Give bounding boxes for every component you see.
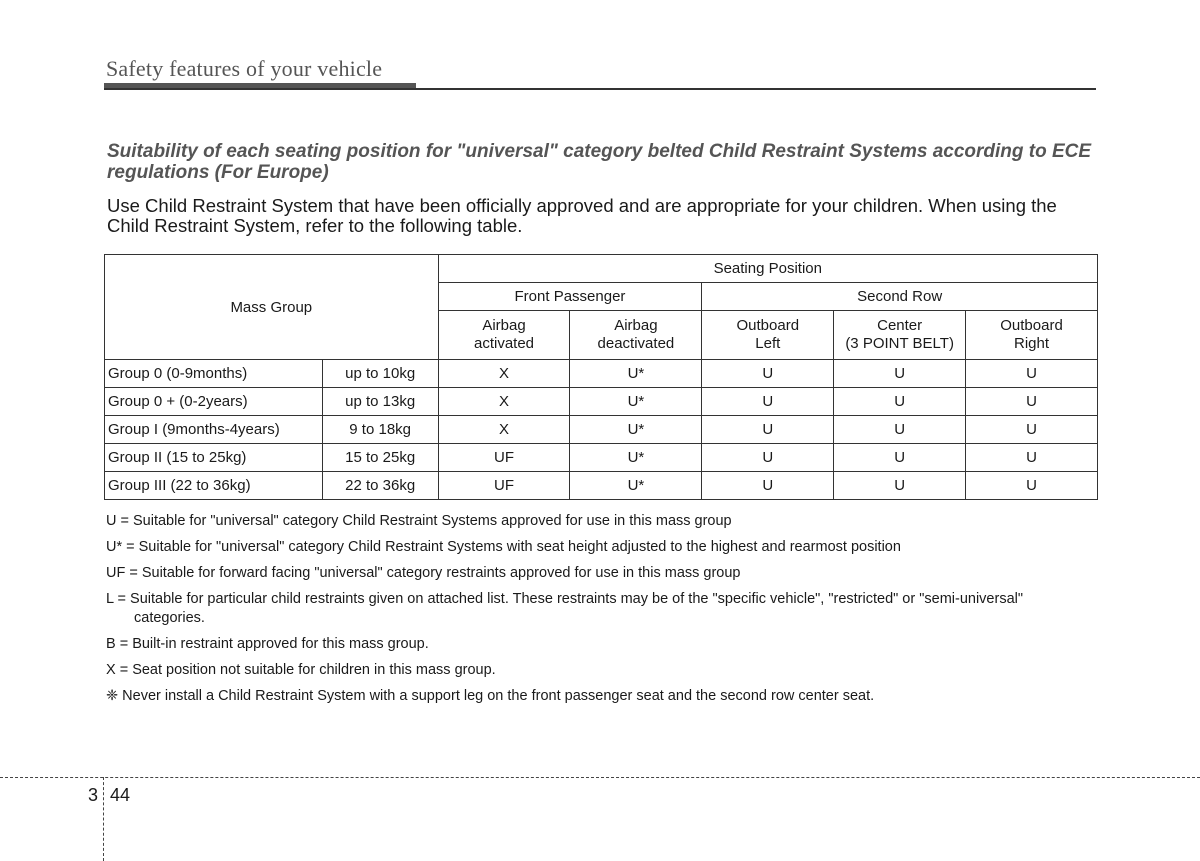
subheader-outboard-left: Outboard Left bbox=[702, 311, 834, 360]
rating-cell: U* bbox=[570, 472, 702, 500]
rating-cell: U bbox=[834, 388, 966, 416]
legend-note: X = Seat position not suitable for children in this mass group. bbox=[106, 662, 496, 678]
rating-cell: U bbox=[702, 360, 834, 388]
legend-note: U* = Suitable for "universal" category Child Restraint Systems with seat height adjusted to the highest and rearmost position bbox=[106, 539, 901, 555]
rating-cell: U bbox=[702, 388, 834, 416]
table-row bbox=[105, 444, 1098, 472]
mass-cell: 9 to 18kg bbox=[322, 416, 438, 444]
rating-cell: U bbox=[966, 416, 1098, 444]
mass-cell: up to 13kg bbox=[322, 388, 438, 416]
legend-note: B = Built-in restraint approved for this mass group. bbox=[106, 636, 429, 652]
group-cell: Group III (22 to 36kg) bbox=[105, 472, 323, 500]
front-passenger-header: Front Passenger bbox=[438, 283, 702, 311]
subheader-outboard-right: Outboard Right bbox=[966, 311, 1098, 360]
rating-cell: U* bbox=[570, 444, 702, 472]
seating-position-header: Seating Position bbox=[438, 255, 1097, 283]
rating-cell: U bbox=[834, 416, 966, 444]
legend-note: U = Suitable for "universal" category Child Restraint Systems approved for use in this mass group bbox=[106, 513, 732, 529]
subheader-airbag-deactivated: Airbag deactivated bbox=[570, 311, 702, 360]
mass-cell: 15 to 25kg bbox=[322, 444, 438, 472]
rating-cell: U bbox=[702, 416, 834, 444]
legend-notes bbox=[106, 512, 1098, 713]
rating-cell: U bbox=[834, 444, 966, 472]
rating-cell: X bbox=[438, 388, 570, 416]
page-number: 44 bbox=[110, 785, 131, 805]
footer-vertical-divider bbox=[103, 777, 104, 861]
rating-cell: UF bbox=[438, 444, 570, 472]
header-rule bbox=[104, 88, 1096, 90]
rating-cell: U bbox=[702, 444, 834, 472]
rating-cell: U bbox=[966, 444, 1098, 472]
rating-cell: U bbox=[966, 360, 1098, 388]
second-row-header: Second Row bbox=[702, 283, 1098, 311]
subheader-center: Center (3 POINT BELT) bbox=[834, 311, 966, 360]
section-title: Safety features of your vehicle bbox=[106, 56, 383, 81]
mass-cell: 22 to 36kg bbox=[322, 472, 438, 500]
rating-cell: X bbox=[438, 416, 570, 444]
group-cell: Group 0 + (0-2years) bbox=[105, 388, 323, 416]
table-row bbox=[105, 388, 1098, 416]
legend-note: UF = Suitable for forward facing "universal" category restraints approved for use in this mass group bbox=[106, 565, 741, 581]
mass-cell: up to 10kg bbox=[322, 360, 438, 388]
page-heading: Suitability of each seating position for "universal" category belted Child Restraint Systems according to ECE regulations (For Europe) bbox=[107, 141, 1092, 183]
legend-note bbox=[106, 590, 1098, 628]
suitability-table bbox=[104, 254, 1098, 500]
rating-cell: U bbox=[702, 472, 834, 500]
rating-cell: UF bbox=[438, 472, 570, 500]
rating-cell: U bbox=[966, 388, 1098, 416]
table-row bbox=[105, 360, 1098, 388]
table-row bbox=[105, 416, 1098, 444]
rating-cell: U bbox=[966, 472, 1098, 500]
warning-note: ❈ Never install a Child Restraint System with a support leg on the front passenger seat and the second row center seat. bbox=[106, 688, 875, 704]
group-cell: Group I (9months-4years) bbox=[105, 416, 323, 444]
rating-cell: U* bbox=[570, 416, 702, 444]
rating-cell: U* bbox=[570, 360, 702, 388]
rating-cell: U* bbox=[570, 388, 702, 416]
intro-paragraph: Use Child Restraint System that have been officially approved and are appropriate for your children. When using the Child Restraint System, refer to the following table. bbox=[107, 195, 1057, 236]
table-row bbox=[105, 472, 1098, 500]
mass-group-header: Mass Group bbox=[105, 255, 439, 360]
footer-divider bbox=[0, 777, 1200, 778]
rating-cell: X bbox=[438, 360, 570, 388]
legend-note-continuation: categories. bbox=[134, 610, 205, 626]
rating-cell: U bbox=[834, 360, 966, 388]
rating-cell: U bbox=[834, 472, 966, 500]
group-cell: Group 0 (0-9months) bbox=[105, 360, 323, 388]
subheader-airbag-activated: Airbag activated bbox=[438, 311, 570, 360]
legend-note-text: L = Suitable for particular child restraints given on attached list. These restraints may be of the "specific vehicle", "restricted" or "semi-universal" bbox=[106, 591, 1023, 607]
chapter-number: 3 bbox=[88, 785, 99, 805]
group-cell: Group II (15 to 25kg) bbox=[105, 444, 323, 472]
